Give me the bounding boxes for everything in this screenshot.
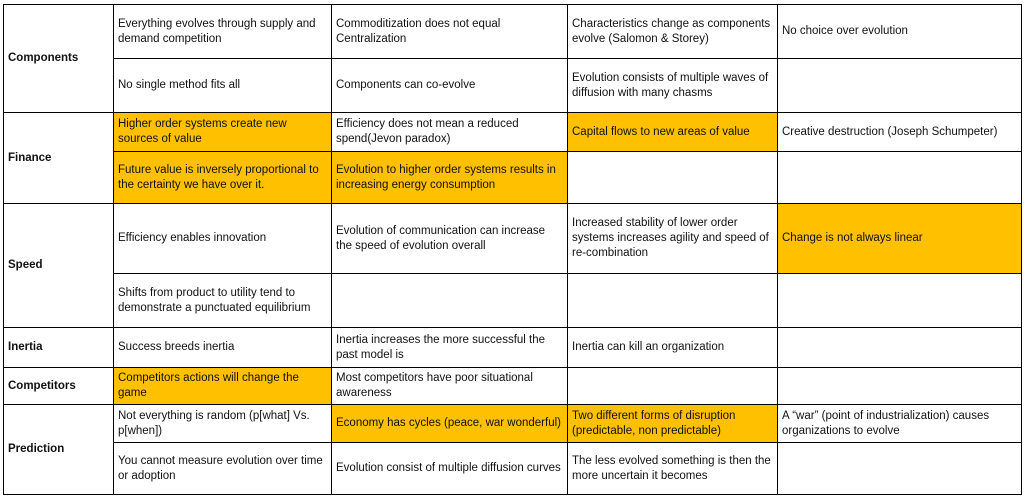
- table-cell: Efficiency enables innovation: [114, 204, 332, 274]
- table-cell: Evolution of communication can increase the speed of evolution overall: [332, 204, 568, 274]
- table-cell: Increased stability of lower order systems increases agility and speed of re-combination: [568, 204, 778, 274]
- table-cell: [778, 152, 1022, 204]
- table-cell-highlighted: Capital flows to new areas of value: [568, 113, 778, 152]
- table-row: [4, 368, 1022, 405]
- principles-table-container: [3, 4, 1022, 495]
- table-cell-highlighted: Competitors actions will change the game: [114, 368, 332, 405]
- table-cell: [568, 368, 778, 405]
- table-cell: You cannot measure evolution over time or adoption: [114, 443, 332, 495]
- table-row: [4, 113, 1022, 152]
- table-cell-highlighted: Evolution to higher order systems results in increasing energy consumption: [332, 152, 568, 204]
- table-cell: No single method fits all: [114, 59, 332, 113]
- table-cell: The less evolved something is then the more uncertain it becomes: [568, 443, 778, 495]
- table-row: [4, 204, 1022, 274]
- table-cell: [332, 274, 568, 328]
- table-row: [4, 443, 1022, 495]
- category-finance: Finance: [4, 113, 114, 204]
- table-row: [4, 152, 1022, 204]
- table-row: [4, 5, 1022, 59]
- table-cell: [778, 443, 1022, 495]
- table-cell: Commoditization does not equal Centralization: [332, 5, 568, 59]
- category-competitors: Competitors: [4, 368, 114, 405]
- table-cell: A “war” (point of industrialization) causes organizations to evolve: [778, 405, 1022, 443]
- table-cell: Efficiency does not mean a reduced spend(Jevon paradox): [332, 113, 568, 152]
- table-cell: Evolution consist of multiple diffusion curves: [332, 443, 568, 495]
- table-cell: Everything evolves through supply and demand competition: [114, 5, 332, 59]
- table-cell: [778, 59, 1022, 113]
- table-row: [4, 274, 1022, 328]
- table-cell-highlighted: Future value is inversely proportional to the certainty we have over it.: [114, 152, 332, 204]
- table-cell-highlighted: Economy has cycles (peace, war wonderful): [332, 405, 568, 443]
- table-cell: Evolution consists of multiple waves of diffusion with many chasms: [568, 59, 778, 113]
- table-cell: [568, 152, 778, 204]
- table-cell: [778, 368, 1022, 405]
- table-cell: [568, 274, 778, 328]
- principles-table: [3, 4, 1022, 495]
- table-row: [4, 328, 1022, 368]
- table-cell: Inertia increases the more successful the past model is: [332, 328, 568, 368]
- category-prediction: Prediction: [4, 405, 114, 495]
- table-cell: [778, 274, 1022, 328]
- table-cell: Components can co-evolve: [332, 59, 568, 113]
- table-cell: Characteristics change as components evolve (Salomon & Storey): [568, 5, 778, 59]
- category-speed: Speed: [4, 204, 114, 328]
- category-inertia: Inertia: [4, 328, 114, 368]
- category-components: Components: [4, 5, 114, 113]
- table-row: [4, 59, 1022, 113]
- table-cell: Creative destruction (Joseph Schumpeter): [778, 113, 1022, 152]
- table-cell-highlighted: Two different forms of disruption (predictable, non predictable): [568, 405, 778, 443]
- table-cell: Inertia can kill an organization: [568, 328, 778, 368]
- table-cell: Shifts from product to utility tend to demonstrate a punctuated equilibrium: [114, 274, 332, 328]
- table-cell: Success breeds inertia: [114, 328, 332, 368]
- table-cell-highlighted: Higher order systems create new sources of value: [114, 113, 332, 152]
- table-cell: Not everything is random (p[what] Vs. p[when]): [114, 405, 332, 443]
- table-row: [4, 405, 1022, 443]
- table-cell: Most competitors have poor situational awareness: [332, 368, 568, 405]
- table-cell-highlighted: Change is not always linear: [778, 204, 1022, 274]
- table-cell: No choice over evolution: [778, 5, 1022, 59]
- table-cell: [778, 328, 1022, 368]
